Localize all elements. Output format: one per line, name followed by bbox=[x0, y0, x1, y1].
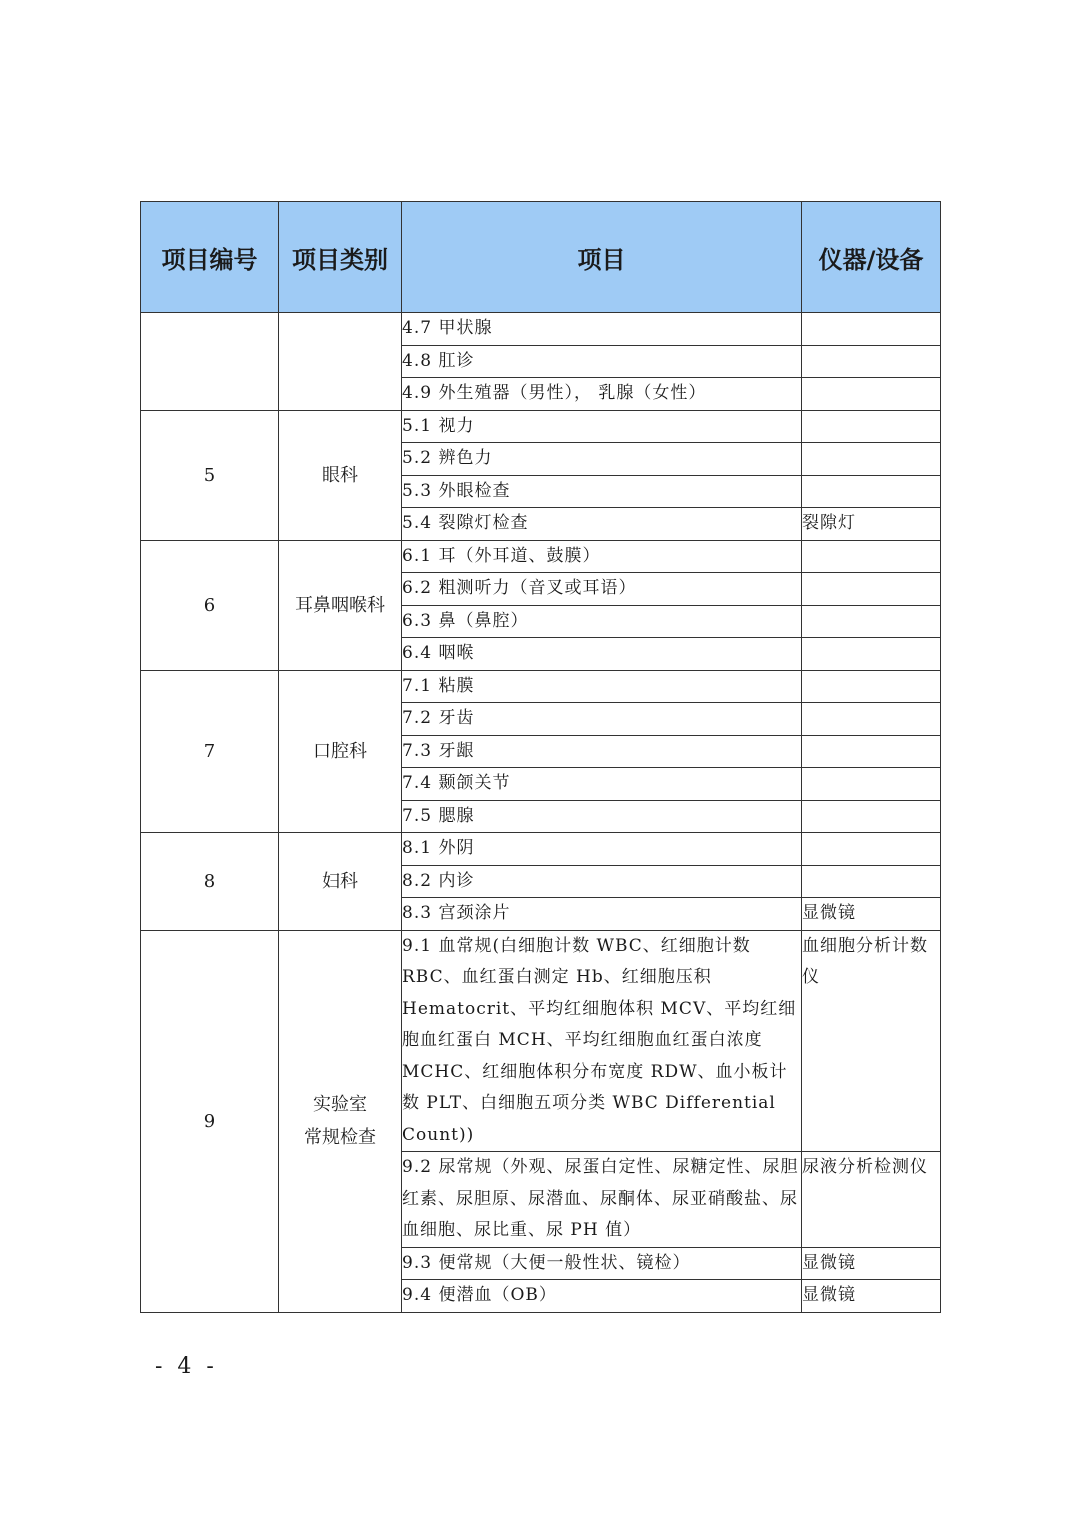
item-category-cell bbox=[279, 670, 402, 833]
header-item-category: 项目类别 bbox=[279, 202, 402, 313]
equipment-cell bbox=[802, 313, 941, 346]
item-cell: 4.7 甲状腺 bbox=[402, 313, 802, 346]
equipment-cell bbox=[802, 410, 941, 443]
item-cell: 9.1 血常规(白细胞计数 WBC、红细胞计数 RBC、血红蛋白测定 Hb、红细胞压积 Hematocrit、平均红细胞体积 MCV、平均红细胞血红蛋白 MCH、平均红细胞血红蛋白浓度 MCHC、红细胞体积分布宽度 RDW、血小板计数 PLT、白细胞五项分类 WBC Differential Count)) bbox=[402, 930, 802, 1152]
equipment-cell bbox=[802, 703, 941, 736]
item-cell: 7.1 粘膜 bbox=[402, 670, 802, 703]
item-cell: 7.3 牙龈 bbox=[402, 735, 802, 768]
equipment-cell bbox=[802, 605, 941, 638]
item-cell: 9.2 尿常规（外观、尿蛋白定性、尿糖定性、尿胆红素、尿胆原、尿潜血、尿酮体、尿亚硝酸盐、尿血细胞、尿比重、尿 PH 值） bbox=[402, 1152, 802, 1248]
category-line: 口腔科 bbox=[313, 740, 367, 762]
category-line: 耳鼻咽喉科 bbox=[295, 594, 385, 616]
item-cell: 6.2 粗测听力（音叉或耳语） bbox=[402, 573, 802, 606]
item-number-cell: 7 bbox=[141, 670, 279, 833]
header-equipment: 仪器/设备 bbox=[802, 202, 941, 313]
item-cell: 5.1 视力 bbox=[402, 410, 802, 443]
item-cell: 7.4 颞颌关节 bbox=[402, 768, 802, 801]
category-line: 妇科 bbox=[322, 870, 358, 892]
equipment-cell: 显微镜 bbox=[802, 1280, 941, 1313]
item-cell: 4.8 肛诊 bbox=[402, 345, 802, 378]
item-number-cell: 6 bbox=[141, 540, 279, 670]
equipment-cell bbox=[802, 475, 941, 508]
item-cell: 5.2 辨色力 bbox=[402, 443, 802, 476]
equipment-cell bbox=[802, 670, 941, 703]
item-category-cell bbox=[279, 410, 402, 540]
item-category-cell bbox=[279, 833, 402, 931]
item-cell: 9.4 便潜血（OB） bbox=[402, 1280, 802, 1313]
equipment-cell: 血细胞分析计数仪 bbox=[802, 930, 941, 1152]
table-row bbox=[141, 540, 941, 573]
equipment-cell bbox=[802, 378, 941, 411]
item-cell: 7.5 腮腺 bbox=[402, 800, 802, 833]
item-cell: 8.2 内诊 bbox=[402, 865, 802, 898]
item-cell: 4.9 外生殖器（男性）， 乳腺（女性） bbox=[402, 378, 802, 411]
item-category-cell bbox=[279, 313, 402, 411]
item-number-cell: 8 bbox=[141, 833, 279, 931]
equipment-cell bbox=[802, 833, 941, 866]
equipment-cell bbox=[802, 638, 941, 671]
header-item: 项目 bbox=[402, 202, 802, 313]
equipment-cell: 尿液分析检测仪 bbox=[802, 1152, 941, 1248]
table-row bbox=[141, 833, 941, 866]
item-cell: 6.3 鼻（鼻腔） bbox=[402, 605, 802, 638]
header-item-number: 项目编号 bbox=[141, 202, 279, 313]
item-category-cell bbox=[279, 540, 402, 670]
item-number-cell bbox=[141, 313, 279, 411]
equipment-cell: 裂隙灯 bbox=[802, 508, 941, 541]
equipment-cell bbox=[802, 865, 941, 898]
equipment-cell bbox=[802, 540, 941, 573]
equipment-cell: 显微镜 bbox=[802, 1247, 941, 1280]
table-row bbox=[141, 410, 941, 443]
equipment-cell: 显微镜 bbox=[802, 898, 941, 931]
table-row bbox=[141, 670, 941, 703]
category-line: 眼科 bbox=[322, 464, 358, 486]
item-cell: 6.4 咽喉 bbox=[402, 638, 802, 671]
item-cell: 8.3 宫颈涂片 bbox=[402, 898, 802, 931]
table-body bbox=[141, 313, 941, 1313]
item-cell: 5.4 裂隙灯检查 bbox=[402, 508, 802, 541]
item-cell: 9.3 便常规（大便一般性状、镜检） bbox=[402, 1247, 802, 1280]
category-line: 实验室 bbox=[313, 1094, 367, 1115]
equipment-cell bbox=[802, 573, 941, 606]
item-cell: 6.1 耳（外耳道、鼓膜） bbox=[402, 540, 802, 573]
exam-items-table bbox=[140, 201, 941, 1313]
table-header-row bbox=[141, 202, 941, 313]
page-number: - 4 - bbox=[155, 1354, 218, 1379]
item-cell: 8.1 外阴 bbox=[402, 833, 802, 866]
item-number-cell: 9 bbox=[141, 930, 279, 1312]
equipment-cell bbox=[802, 345, 941, 378]
table-row bbox=[141, 313, 941, 346]
item-cell: 5.3 外眼检查 bbox=[402, 475, 802, 508]
category-line: 常规检查 bbox=[304, 1127, 376, 1148]
item-cell: 7.2 牙齿 bbox=[402, 703, 802, 736]
equipment-cell bbox=[802, 768, 941, 801]
table-row bbox=[141, 930, 941, 1152]
item-category-cell bbox=[279, 930, 402, 1312]
equipment-cell bbox=[802, 735, 941, 768]
equipment-cell bbox=[802, 800, 941, 833]
item-number-cell: 5 bbox=[141, 410, 279, 540]
equipment-cell bbox=[802, 443, 941, 476]
